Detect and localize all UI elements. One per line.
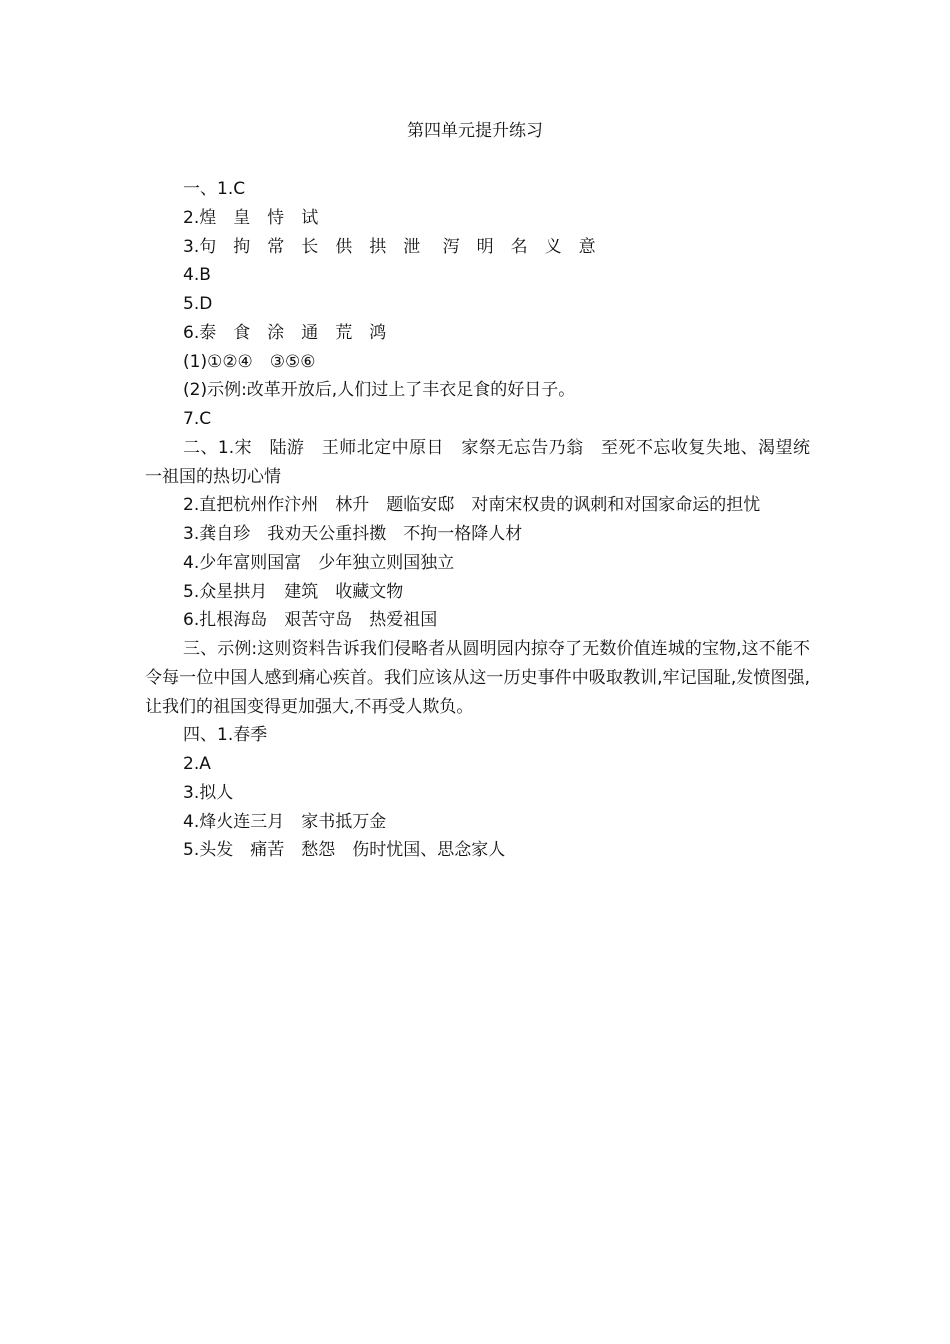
answer-line: 3.拟人 xyxy=(183,782,234,803)
answer-line: 四、1.春季 xyxy=(183,725,268,746)
answer-paragraph: 三、示例:这则资料告诉我们侵略者从圆明园内掠夺了无数价值连城的宝物,这不能不令每一位中国人感到痛心疾首。我们应该从这一历史事件中吸取教训,牢记国耻,发愤图强,让我们的祖国变得更加强大,不再受人欺负。 xyxy=(145,639,810,717)
answer-line: 3.龚自珍 我劝天公重抖擞 不拘一格降人材 xyxy=(183,524,523,544)
page-title: 第四单元提升练习 xyxy=(407,121,543,141)
answer-list xyxy=(145,175,810,865)
answer-line: 一、1.C xyxy=(183,179,246,199)
answer-line: 4.少年富则国富 少年独立则国独立 xyxy=(183,552,455,573)
answer-line: 5.头发 痛苦 愁怨 伤时忧国、思念家人 xyxy=(183,840,506,861)
answer-line: (1)①②④ ③⑤⑥ xyxy=(183,351,316,372)
answer-line: 2.A xyxy=(183,754,211,774)
answer-line: 3.句 拘 常 长 供 拱 泄 泻 明 名 义 意 xyxy=(183,236,596,257)
answer-paragraph: 二、1.宋 陆游 王师北定中原日 家祭无忘告乃翁 至死不忘收复失地、渴望统一祖国的热切心情 xyxy=(145,437,810,487)
answer-line: 6.泰 食 涂 通 荒 鸿 xyxy=(183,322,387,343)
answer-line: 5.众星拱月 建筑 收藏文物 xyxy=(183,581,404,602)
answer-paragraph: 2.直把杭州作汴州 林升 题临安邸 对南宋权贵的讽刺和对国家命运的担忧 xyxy=(183,495,761,516)
answer-line: 6.扎根海岛 艰苦守岛 热爱祖国 xyxy=(183,610,438,631)
answer-line: (2)示例:改革开放后,人们过上了丰衣足食的好日子。 xyxy=(183,380,576,401)
answer-line: 2.煌 皇 恃 试 xyxy=(183,207,319,228)
answer-line: 7.C xyxy=(183,409,212,429)
answer-line: 4.烽火连三月 家书抵万金 xyxy=(183,811,387,832)
answer-line: 5.D xyxy=(183,294,213,314)
answer-line: 4.B xyxy=(183,265,211,286)
